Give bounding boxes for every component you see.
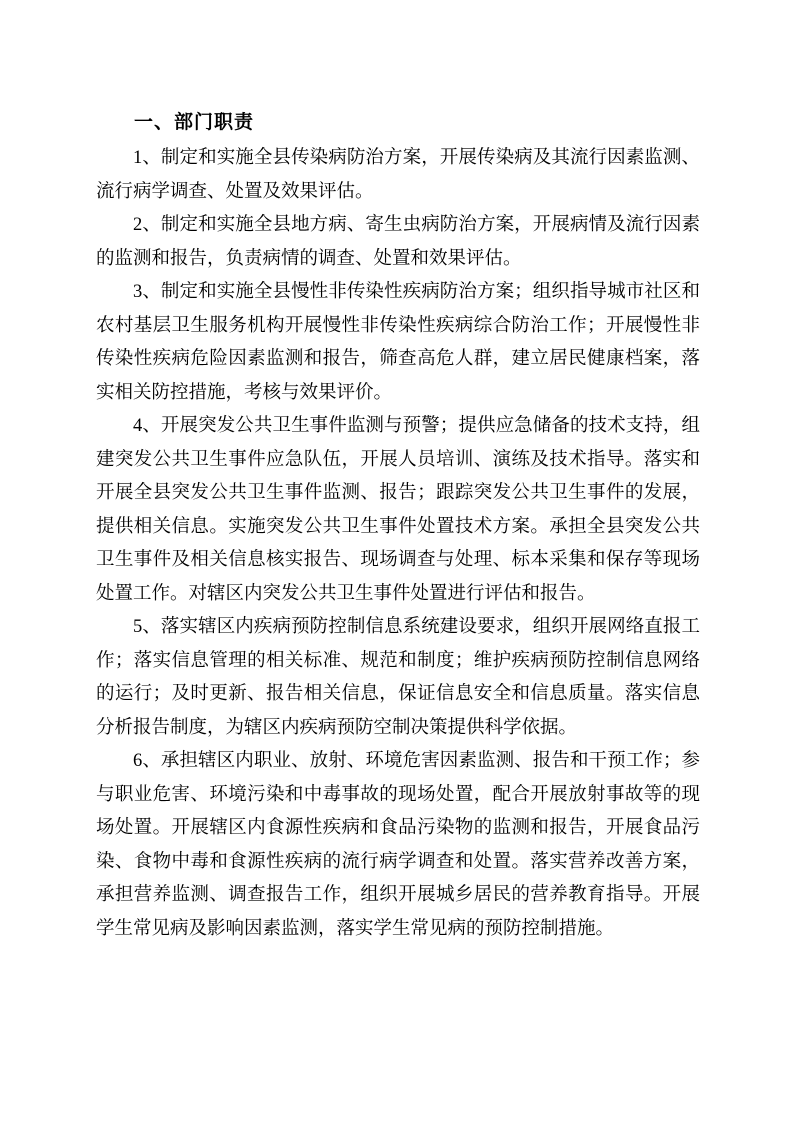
paragraph-duty-4: 4、开展突发公共卫生事件监测与预警；提供应急储备的技术支持，组建突发公共卫生事件应急队伍，开展人员培训、演练及技术指导。落实和开展全县突发公共卫生事件监测、报告；跟踪突发公共卫生事件的发展，提供相关信息。实施突发公共卫生事件处置技术方案。承担全县突发公共卫生事件及相关信息核实报告、现场调查与处理、标本采集和保存等现场处置工作。对辖区内突发公共卫生事件处置进行评估和报告。	[96, 416, 700, 604]
paragraph-duty-3: 3、制定和实施全县慢性非传染性疾病防治方案；组织指导城市社区和农村基层卫生服务机构开展慢性非传染性疾病综合防治工作；开展慢性非传染性疾病危险因素监测和报告，筛查高危人群，建立居民健康档案，落实相关防控措施，考核与效果评价。	[96, 282, 700, 403]
paragraph-duty-5: 5、落实辖区内疾病预防控制信息系统建设要求，组织开展网络直报工作；落实信息管理的相关标准、规范和制度；维护疾病预防控制信息网络的运行；及时更新、报告相关信息，保证信息安全和信息质量。落实信息分析报告制度，为辖区内疾病预防空制决策提供科学依据。	[96, 617, 700, 738]
paragraph-duty-6: 6、承担辖区内职业、放射、环境危害因素监测、报告和干预工作；参与职业危害、环境污染和中毒事故的现场处置，配合开展放射事故等的现场处置。开展辖区内食源性疾病和食品污染物的监测和报告，开展食品污染、食物中毒和食源性疾病的流行病学调查和处置。落实营养改善方案，承担营养监测、调查报告工作，组织开展城乡居民的营养教育指导。开展学生常见病及影响因素监测，落实学生常见病的预防控制措施。	[96, 751, 700, 939]
paragraph-duty-2: 2、制定和实施全县地方病、寄生虫病防治方案，开展病情及流行因素的监测和报告，负责病情的调查、处置和效果评估。	[96, 215, 700, 269]
paragraph-duty-1: 1、制定和实施全县传染病防治方案，开展传染病及其流行因素监测、流行病学调查、处置及效果评估。	[96, 148, 700, 202]
section-heading: 一、部门职责	[134, 112, 255, 133]
